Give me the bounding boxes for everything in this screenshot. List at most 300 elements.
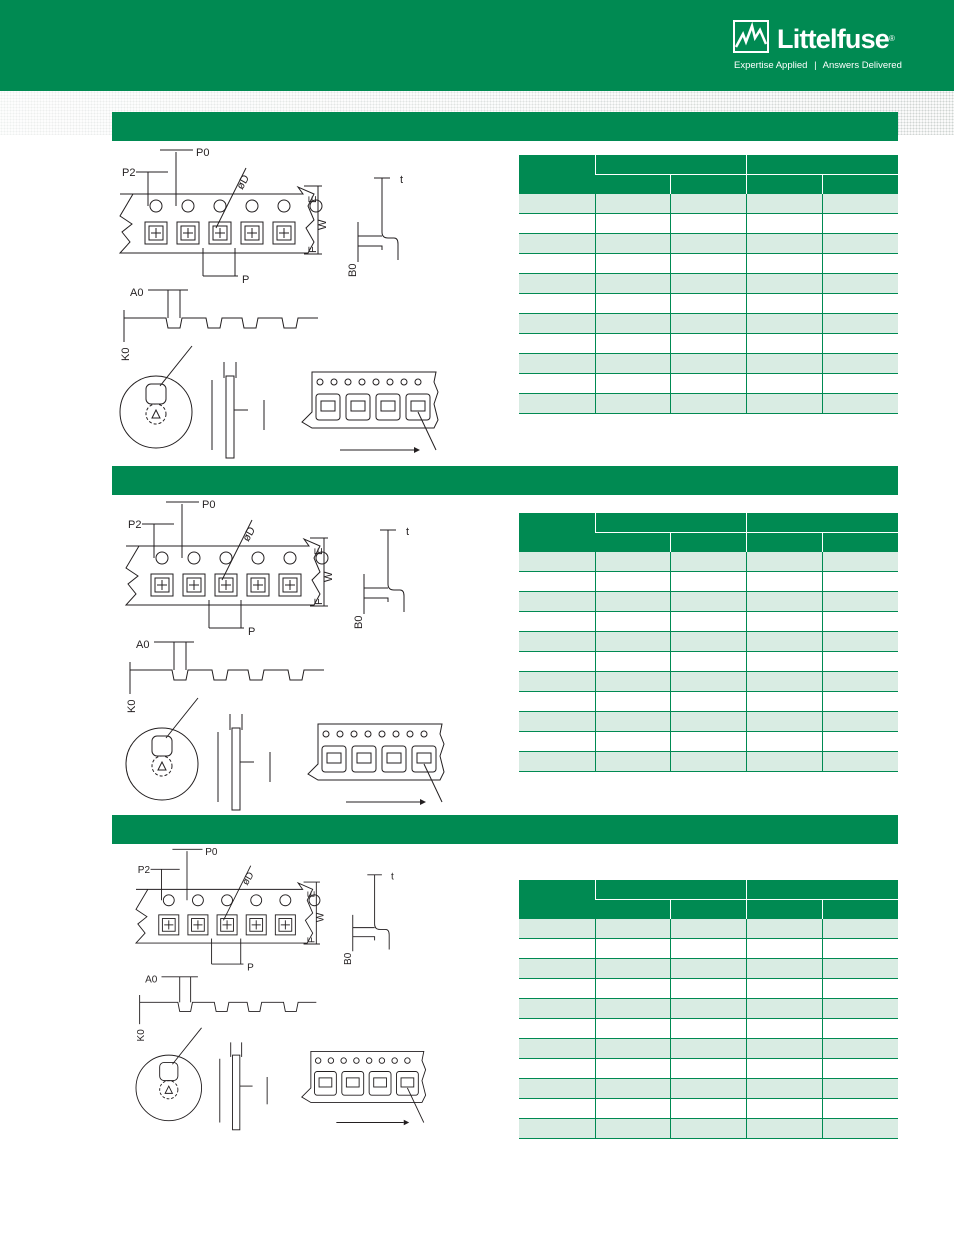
tape-profile-view bbox=[130, 642, 324, 694]
strip-component bbox=[417, 753, 431, 763]
table-cell bbox=[822, 194, 898, 214]
sprocket-hole bbox=[251, 895, 262, 906]
table-cell bbox=[595, 1119, 671, 1139]
strip-hole bbox=[351, 731, 357, 737]
table-cell bbox=[822, 234, 898, 254]
table-header-group-a bbox=[595, 155, 747, 175]
sprocket-hole bbox=[284, 552, 296, 564]
table-cell bbox=[747, 1119, 823, 1139]
strip-pocket bbox=[406, 394, 430, 420]
sprocket-hole bbox=[280, 895, 291, 906]
strip-hole bbox=[421, 731, 427, 737]
reel-center bbox=[146, 404, 166, 424]
feed-arrow-head bbox=[414, 447, 420, 453]
table-cell bbox=[595, 959, 671, 979]
reel-outline bbox=[120, 376, 192, 448]
table-cell bbox=[747, 712, 823, 732]
table-cell bbox=[595, 394, 671, 414]
table-subheader bbox=[822, 533, 898, 553]
table-cell bbox=[671, 672, 747, 692]
table-cell bbox=[822, 672, 898, 692]
table-cell bbox=[747, 979, 823, 999]
table-cell bbox=[822, 692, 898, 712]
table-row bbox=[519, 959, 898, 979]
sprocket-hole bbox=[156, 552, 168, 564]
table-cell bbox=[822, 612, 898, 632]
table-cell bbox=[595, 592, 671, 612]
table-cell bbox=[822, 1079, 898, 1099]
sprocket-hole bbox=[192, 895, 203, 906]
table-cell bbox=[595, 1039, 671, 1059]
table-cell bbox=[747, 919, 823, 939]
label-a0: A0 bbox=[130, 287, 144, 299]
table-cell bbox=[519, 274, 595, 294]
tape-cross-section bbox=[353, 875, 389, 952]
table-cell bbox=[519, 214, 595, 234]
table-cell bbox=[747, 592, 823, 612]
table-cell bbox=[519, 979, 595, 999]
label-f: F bbox=[307, 246, 319, 253]
reel-hub bbox=[160, 1062, 178, 1080]
table-cell bbox=[747, 1019, 823, 1039]
table-cell bbox=[519, 939, 595, 959]
tape-reel-drawing bbox=[118, 142, 458, 467]
strip-hole bbox=[341, 1058, 346, 1063]
table-row bbox=[519, 632, 898, 652]
table-cell bbox=[822, 254, 898, 274]
table-subheader bbox=[595, 533, 671, 553]
table-cell bbox=[519, 919, 595, 939]
carrier-tape-top-view bbox=[126, 502, 328, 628]
table-cell bbox=[671, 552, 747, 572]
table-cell bbox=[822, 1019, 898, 1039]
label-b0: B0 bbox=[347, 263, 359, 277]
sprocket-hole bbox=[220, 552, 232, 564]
table-cell bbox=[595, 632, 671, 652]
table-subheader bbox=[595, 900, 671, 920]
table-subheader bbox=[747, 533, 823, 553]
table-cell bbox=[822, 592, 898, 612]
reel-arrow-icon bbox=[152, 410, 160, 418]
table-cell bbox=[822, 572, 898, 592]
tape-reel-drawing bbox=[134, 842, 444, 1138]
table-cell bbox=[671, 254, 747, 274]
brand-tagline: Expertise Applied | Answers Delivered bbox=[734, 60, 902, 71]
label-p0: P0 bbox=[196, 147, 210, 159]
table-header-group-b bbox=[747, 155, 899, 175]
table-cell bbox=[595, 274, 671, 294]
table-cell bbox=[595, 752, 671, 772]
table-cell bbox=[595, 939, 671, 959]
label-p0: P0 bbox=[205, 846, 218, 858]
table-cell bbox=[822, 334, 898, 354]
table-cell bbox=[519, 572, 595, 592]
table-cell bbox=[595, 692, 671, 712]
table-cell bbox=[671, 214, 747, 234]
packaging-spec-table-1 bbox=[519, 155, 898, 414]
table-cell bbox=[747, 314, 823, 334]
strip-leader bbox=[418, 412, 436, 450]
reel-hub bbox=[152, 736, 172, 756]
table-cell bbox=[519, 314, 595, 334]
table-cell bbox=[671, 334, 747, 354]
tape-reel-diagram-2 bbox=[124, 494, 464, 819]
reel-side-view bbox=[220, 1042, 267, 1129]
label-p2: P2 bbox=[128, 519, 142, 531]
reel-side-view bbox=[212, 362, 264, 458]
table-cell bbox=[822, 314, 898, 334]
table-cell bbox=[671, 732, 747, 752]
label-e: E bbox=[307, 195, 319, 203]
label-a0: A0 bbox=[145, 974, 158, 986]
table-row bbox=[519, 334, 898, 354]
label-b0: B0 bbox=[342, 952, 354, 965]
reel-flange bbox=[232, 728, 240, 810]
strip-component bbox=[401, 1078, 414, 1087]
sprocket-hole bbox=[252, 552, 264, 564]
strip-hole bbox=[392, 1058, 397, 1063]
table-cell bbox=[822, 632, 898, 652]
table-cell bbox=[747, 612, 823, 632]
table-cell bbox=[671, 1039, 747, 1059]
table-cell bbox=[519, 254, 595, 274]
carrier-tape-side-view bbox=[353, 875, 389, 952]
table-cell bbox=[671, 712, 747, 732]
strip-hole bbox=[373, 379, 379, 385]
sprocket-hole bbox=[188, 552, 200, 564]
table-cell bbox=[747, 552, 823, 572]
strip-hole bbox=[393, 731, 399, 737]
table-cell bbox=[747, 692, 823, 712]
table-cell bbox=[822, 214, 898, 234]
strip-pocket bbox=[352, 746, 376, 772]
strip-component bbox=[321, 401, 335, 411]
tape-profile-line bbox=[124, 318, 318, 328]
strip-component bbox=[374, 1078, 387, 1087]
table-cell bbox=[671, 632, 747, 652]
table-row bbox=[519, 572, 898, 592]
strip-component bbox=[351, 401, 365, 411]
table-cell bbox=[519, 1099, 595, 1119]
table-subheader bbox=[822, 900, 898, 920]
table-header-group-a bbox=[595, 513, 747, 533]
table-cell bbox=[595, 999, 671, 1019]
table-subheader bbox=[671, 900, 747, 920]
sprocket-hole bbox=[246, 200, 258, 212]
table-row bbox=[519, 999, 898, 1019]
sprocket-hole bbox=[214, 200, 226, 212]
strip-hole bbox=[379, 1058, 384, 1063]
table-cell bbox=[595, 334, 671, 354]
table-cell bbox=[595, 214, 671, 234]
strip-hole bbox=[407, 731, 413, 737]
table-cell bbox=[519, 354, 595, 374]
label-diameter: øD bbox=[234, 172, 253, 192]
strip-pocket bbox=[315, 1072, 337, 1096]
table-cell bbox=[519, 394, 595, 414]
table-cell bbox=[747, 194, 823, 214]
strip-hole bbox=[331, 379, 337, 385]
table-cell bbox=[822, 394, 898, 414]
table-cell bbox=[595, 354, 671, 374]
carrier-tape-side-view bbox=[358, 178, 398, 262]
table-subheader bbox=[747, 175, 823, 195]
strip-pocket bbox=[369, 1072, 391, 1096]
table-cell bbox=[747, 354, 823, 374]
table-cell bbox=[671, 1019, 747, 1039]
label-b0: B0 bbox=[353, 615, 365, 629]
strip-pocket bbox=[376, 394, 400, 420]
table-cell bbox=[747, 334, 823, 354]
table-cell bbox=[595, 374, 671, 394]
table-cell bbox=[747, 394, 823, 414]
table-cell bbox=[822, 999, 898, 1019]
strip-component bbox=[357, 753, 371, 763]
strip-component bbox=[381, 401, 395, 411]
strip-component bbox=[319, 1078, 332, 1087]
tape-reel-diagram-1 bbox=[118, 142, 458, 467]
label-t: t bbox=[406, 526, 410, 538]
littelfuse-logo-icon bbox=[733, 20, 771, 54]
table-row bbox=[519, 394, 898, 414]
tape-reel-drawing bbox=[124, 494, 464, 819]
carrier-tape-top-view bbox=[136, 846, 320, 964]
table-cell bbox=[822, 752, 898, 772]
strip-hole bbox=[337, 731, 343, 737]
table-subheader bbox=[671, 533, 747, 553]
table-cell bbox=[671, 592, 747, 612]
strip-leader bbox=[424, 764, 442, 802]
section-bar-2 bbox=[112, 466, 898, 495]
table-cell bbox=[747, 572, 823, 592]
table-cell bbox=[671, 959, 747, 979]
tape-outline bbox=[126, 539, 320, 605]
table-cell bbox=[595, 652, 671, 672]
table-cell bbox=[747, 999, 823, 1019]
table-cell bbox=[671, 939, 747, 959]
reel-leader bbox=[166, 698, 198, 738]
strip-pocket bbox=[382, 746, 406, 772]
label-a0: A0 bbox=[136, 639, 150, 651]
strip-pocket bbox=[322, 746, 346, 772]
table-cell bbox=[595, 732, 671, 752]
label-p2: P2 bbox=[137, 864, 151, 876]
table-header-group-a bbox=[595, 880, 747, 900]
brand-name: Littelfuse® bbox=[777, 24, 895, 54]
table-cell bbox=[595, 572, 671, 592]
table-row bbox=[519, 1099, 898, 1119]
reel-center bbox=[160, 1081, 178, 1099]
table-row bbox=[519, 1059, 898, 1079]
table-cell bbox=[747, 1099, 823, 1119]
table-row bbox=[519, 712, 898, 732]
table-row bbox=[519, 939, 898, 959]
reel-leader bbox=[160, 346, 192, 386]
table-cell bbox=[595, 552, 671, 572]
table-row bbox=[519, 214, 898, 234]
reel-leader bbox=[172, 1028, 201, 1064]
strip-hole bbox=[328, 1058, 333, 1063]
table-row bbox=[519, 552, 898, 572]
table-cell bbox=[519, 959, 595, 979]
table-row bbox=[519, 274, 898, 294]
table-cell bbox=[595, 1019, 671, 1039]
table-cell bbox=[519, 1119, 595, 1139]
strip-hole bbox=[323, 731, 329, 737]
label-f: F bbox=[313, 598, 325, 605]
feed-direction-strip bbox=[302, 1051, 426, 1125]
table-cell bbox=[671, 1059, 747, 1079]
page-header bbox=[0, 0, 954, 91]
section-bar-3 bbox=[112, 815, 898, 844]
reel-hub bbox=[146, 384, 166, 404]
table-cell bbox=[822, 1099, 898, 1119]
table-cell bbox=[822, 1119, 898, 1139]
label-k0: K0 bbox=[136, 1029, 148, 1042]
table-row bbox=[519, 919, 898, 939]
feed-arrow-head bbox=[404, 1120, 409, 1125]
table-cell bbox=[822, 274, 898, 294]
table-subheader bbox=[595, 175, 671, 195]
table-cell bbox=[595, 234, 671, 254]
table-cell bbox=[671, 999, 747, 1019]
table-subheader bbox=[822, 175, 898, 195]
strip-hole bbox=[365, 731, 371, 737]
strip-pocket bbox=[412, 746, 436, 772]
table-cell bbox=[747, 294, 823, 314]
table-header-group-b bbox=[747, 513, 899, 533]
tape-outline bbox=[120, 187, 314, 253]
table-cell bbox=[822, 1059, 898, 1079]
table-header-group-b bbox=[747, 880, 899, 900]
table-row bbox=[519, 979, 898, 999]
table-cell bbox=[671, 919, 747, 939]
table-cell bbox=[671, 234, 747, 254]
strip-pocket bbox=[396, 1072, 418, 1096]
table-cell bbox=[519, 732, 595, 752]
table-cell bbox=[822, 354, 898, 374]
tape-profile-line bbox=[130, 670, 324, 680]
table-cell bbox=[671, 294, 747, 314]
strip-hole bbox=[317, 379, 323, 385]
table-cell bbox=[747, 214, 823, 234]
table-row bbox=[519, 294, 898, 314]
label-t: t bbox=[391, 871, 394, 883]
strip-hole bbox=[387, 379, 393, 385]
table-cell bbox=[519, 672, 595, 692]
table-cell bbox=[595, 712, 671, 732]
table-cell bbox=[671, 612, 747, 632]
table-cell bbox=[747, 1079, 823, 1099]
strip-hole bbox=[354, 1058, 359, 1063]
reel-outline bbox=[136, 1055, 202, 1121]
table-cell bbox=[671, 572, 747, 592]
strip-hole bbox=[401, 379, 407, 385]
table-cell bbox=[822, 652, 898, 672]
label-p: P bbox=[242, 274, 250, 286]
table-row bbox=[519, 692, 898, 712]
table-row bbox=[519, 672, 898, 692]
table-cell bbox=[519, 334, 595, 354]
reel-outline bbox=[126, 728, 198, 800]
table-row bbox=[519, 254, 898, 274]
tape-profile-view bbox=[124, 290, 318, 342]
table-header-symbol bbox=[519, 155, 595, 194]
table-cell bbox=[747, 254, 823, 274]
strip-component bbox=[346, 1078, 359, 1087]
strip-hole bbox=[379, 731, 385, 737]
packaging-spec-table-2 bbox=[519, 513, 898, 772]
table-cell bbox=[747, 672, 823, 692]
table-cell bbox=[595, 1099, 671, 1119]
table-cell bbox=[519, 1059, 595, 1079]
table-cell bbox=[519, 592, 595, 612]
table-cell bbox=[822, 732, 898, 752]
table-cell bbox=[595, 1059, 671, 1079]
tape-reel-diagram-3 bbox=[134, 842, 444, 1138]
table-cell bbox=[595, 612, 671, 632]
table-cell bbox=[519, 632, 595, 652]
table-cell bbox=[822, 939, 898, 959]
reel-side-view bbox=[218, 714, 270, 810]
table-row bbox=[519, 752, 898, 772]
table-cell bbox=[519, 652, 595, 672]
table-row bbox=[519, 1039, 898, 1059]
packaging-spec-table-3 bbox=[519, 880, 898, 1139]
feed-direction-strip bbox=[308, 724, 444, 805]
table-cell bbox=[671, 194, 747, 214]
table-cell bbox=[595, 1079, 671, 1099]
reel-arrow-icon bbox=[165, 1086, 172, 1093]
label-f: F bbox=[306, 936, 318, 944]
table-cell bbox=[519, 752, 595, 772]
table-cell bbox=[519, 552, 595, 572]
table-cell bbox=[595, 314, 671, 334]
strip-hole bbox=[366, 1058, 371, 1063]
label-p: P bbox=[247, 962, 254, 974]
carrier-tape-side-view bbox=[364, 530, 404, 614]
carrier-tape-top-view bbox=[120, 150, 322, 276]
label-w: W bbox=[317, 219, 329, 230]
label-t: t bbox=[400, 174, 404, 186]
table-cell bbox=[595, 194, 671, 214]
table-cell bbox=[747, 632, 823, 652]
table-row bbox=[519, 732, 898, 752]
table-cell bbox=[671, 354, 747, 374]
table-row bbox=[519, 374, 898, 394]
label-e: E bbox=[306, 890, 318, 898]
label-p2: P2 bbox=[122, 167, 136, 179]
table-cell bbox=[671, 1119, 747, 1139]
strip-hole bbox=[415, 379, 421, 385]
table-cell bbox=[671, 374, 747, 394]
tape-outline bbox=[136, 883, 313, 943]
table-row bbox=[519, 194, 898, 214]
table-cell bbox=[747, 234, 823, 254]
table-row bbox=[519, 354, 898, 374]
table-cell bbox=[822, 1039, 898, 1059]
sprocket-hole bbox=[182, 200, 194, 212]
table-cell bbox=[671, 274, 747, 294]
table-cell bbox=[747, 374, 823, 394]
table-cell bbox=[519, 234, 595, 254]
littelfuse-logo bbox=[733, 20, 913, 75]
table-cell bbox=[747, 274, 823, 294]
strip-hole bbox=[315, 1058, 320, 1063]
table-cell bbox=[822, 294, 898, 314]
table-cell bbox=[519, 1039, 595, 1059]
table-cell bbox=[519, 999, 595, 1019]
